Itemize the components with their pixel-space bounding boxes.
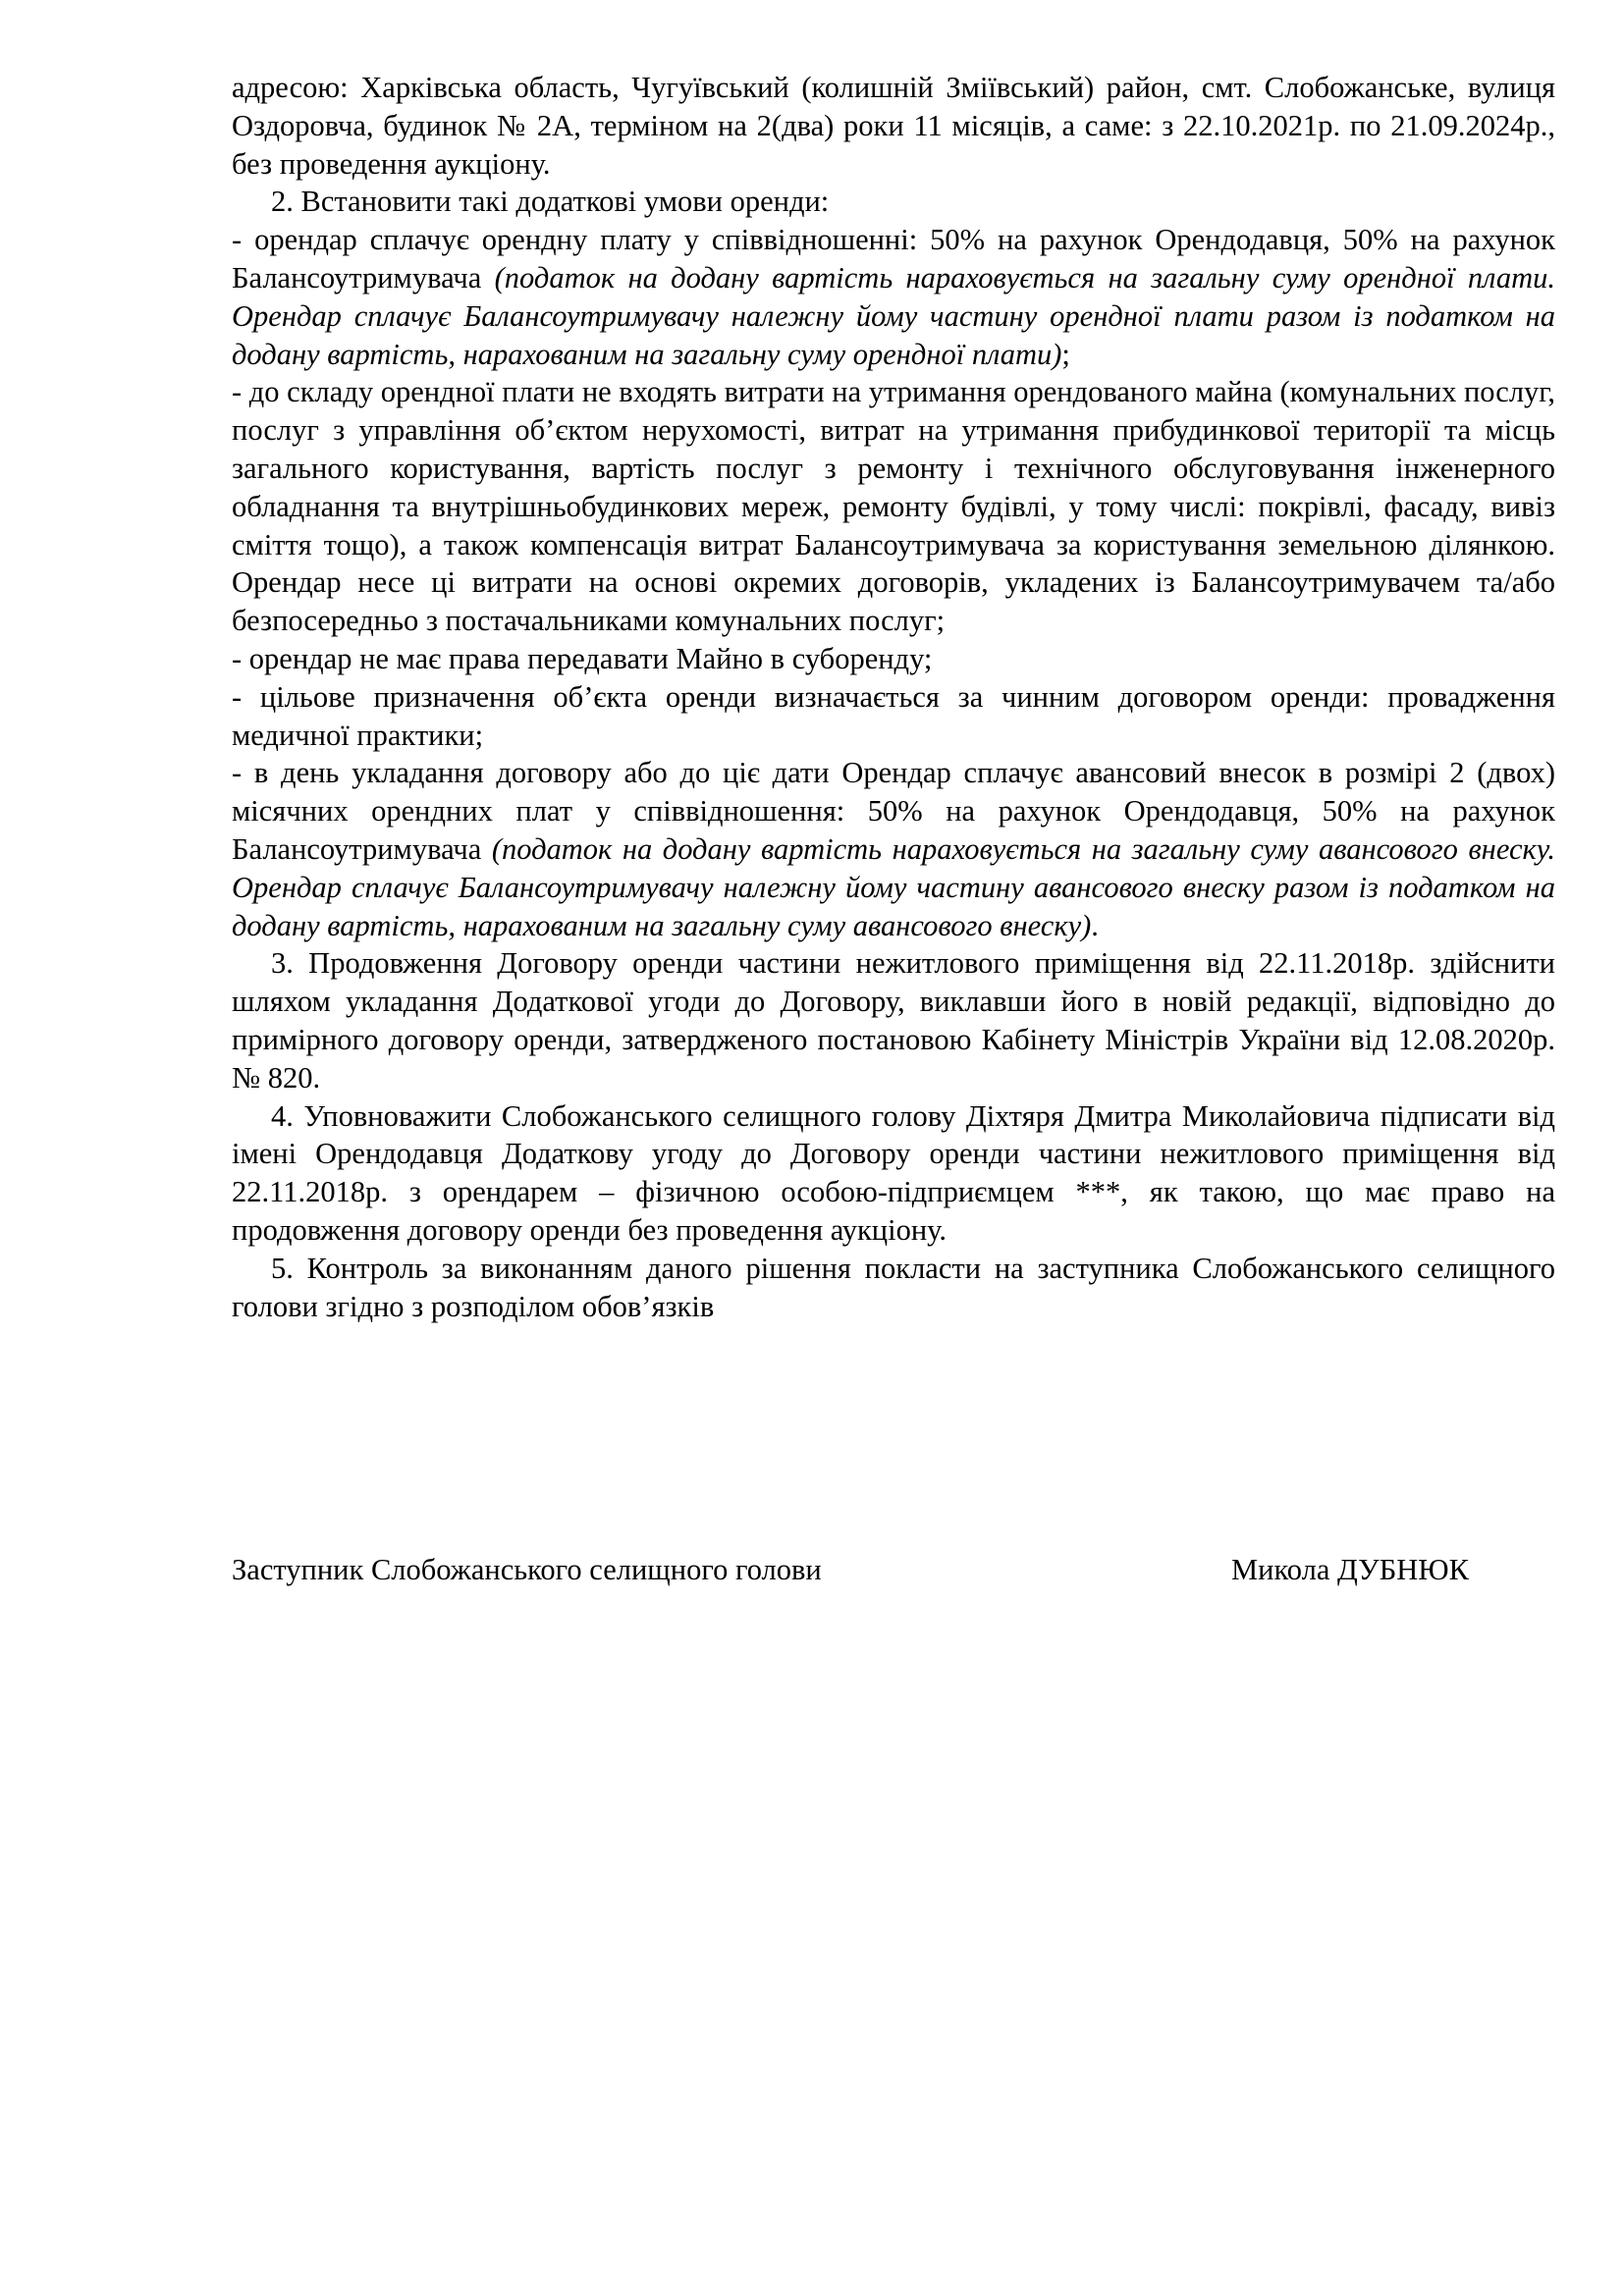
condition-rent-split-note: (податок на додану вартість нараховується на загальну суму орендної плати. Орендар сплачує Балансоутримувачу належну йому частину орендної плати разом із податком на додану вартість, нарахованим на загальну суму орендної плати) — [232, 260, 1555, 371]
condition-no-sublease: - орендар не має права передавати Майно в суборенду; — [232, 641, 933, 675]
item-4-paragraph: 4. Уповноважити Слобожанського селищного голову Діхтяря Дмитра Миколайовича підписати від імені Орендодавця Додаткову угоду до Договору оренди частини нежитлового приміщення від 22.11.2018р. з орендарем – фізичною особою-підприємцем ***, як такою, що має право на продовження договору оренди без проведення аукціону. — [232, 1098, 1555, 1247]
condition-advance-payment-note: (податок на додану вартість нараховується на загальну суму авансового внеску. Орендар сплачує Балансоутримувачу належну йому частину авансового внеску разом із податком на додану вартість, нарахованим на загальну суму авансового внеску) — [232, 831, 1555, 942]
item-5-paragraph: 5. Контроль за виконанням даного рішення покласти на заступника Слобожанського селищного голови згідно з розподілом обов’язків — [232, 1251, 1555, 1323]
condition-advance-payment-text: - в день укладання договору або до ціє дати Орендар сплачує авансовий внесок в розмірі 2 (двох) місячних орендних плат у співвідношення: 50% на рахунок Орендодавця, 50% на рахунок Балансоутримувача — [232, 756, 1555, 866]
condition-rent-split-end: ; — [1061, 337, 1070, 371]
item-3-paragraph: 3. Продовження Договору оренди частини нежитлового приміщення від 22.11.2018р. здійснити шляхом укладання Додаткової угоди до Договору, виклавши його в новій редакції, відповідно до примірного договору оренди, затвердженого постановою Кабінету Міністрів України від 12.08.2020р. № 820. — [232, 946, 1555, 1095]
signatory-name: Микола ДУБНЮК — [1231, 1553, 1469, 1586]
document-body — [232, 69, 1555, 1325]
intro-paragraph: адресою: Харківська область, Чугуївський (колишній Зміївський) район, смт. Слобожанське, вулиця Оздоровча, будинок № 2А, терміном на 2(два) роки 11 місяців, а саме: з 22.10.2021р. по 21.09.2024р., без проведення аукціону. — [232, 71, 1555, 181]
condition-purpose: - цільове призначення об’єкта оренди визначається за чинним договором оренди: провадження медичної практики; — [232, 679, 1555, 752]
condition-rent-split — [232, 221, 1555, 373]
signatory-title: Заступник Слобожанського селищного голови — [232, 1553, 822, 1586]
condition-expenses: - до складу орендної плати не входять витрати на утримання орендованого майна (комунальних послуг, послуг з управління об’єктом нерухомості, витрат на утримання прибудинкової території та місць загального користування, вартість послуг з ремонту і технічного обслуговування інженерного обладнання та внутрішньобудинкових мереж, ремонту будівлі, у тому числі: покрівлі, фасаду, вивіз сміття тощо), а також компенсація витрат Балансоутримувача за користування земельною ділянкою. Орендар несе ці витрати на основі окремих договорів, укладених із Балансоутримувачем та/або безпосередньо з постачальниками комунальних послуг; — [232, 375, 1555, 638]
condition-advance-payment — [232, 754, 1555, 944]
condition-rent-split-text: - орендар сплачує орендну плату у співвідношенні: 50% на рахунок Орендодавця, 50% на рахунок Балансоутримувача — [232, 223, 1555, 294]
condition-advance-payment-end: . — [1091, 908, 1099, 942]
item-2-heading: 2. Встановити такі додаткові умови оренди: — [271, 185, 830, 219]
